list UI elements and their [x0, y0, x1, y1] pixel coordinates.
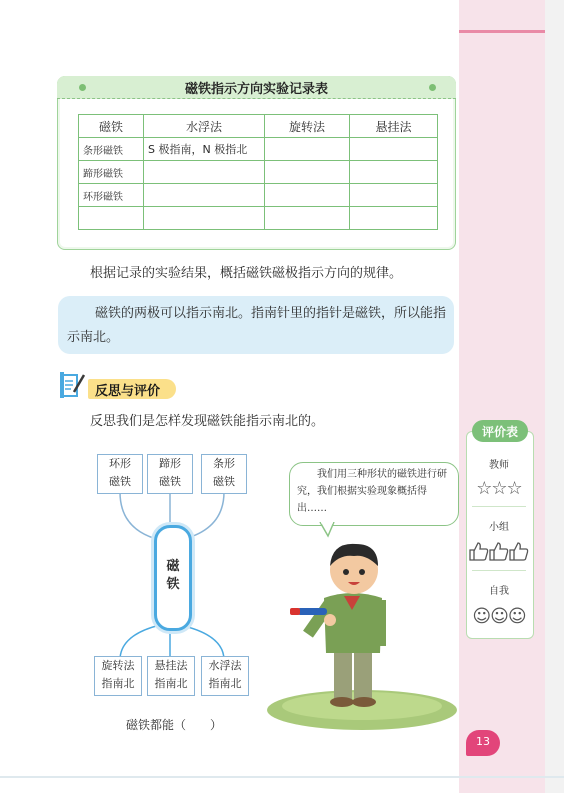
table-cell: 条形磁铁: [79, 138, 144, 161]
bottom-rule: [0, 776, 564, 778]
thumbs-up-icon[interactable]: [468, 540, 530, 562]
col-header-hang: 悬挂法: [350, 115, 438, 138]
page-number: 13: [476, 735, 490, 748]
student-illustration: [262, 538, 457, 730]
table-cell[interactable]: [265, 184, 350, 207]
mind-map-conclusion[interactable]: 磁铁都能（ ）: [126, 718, 223, 732]
mind-map-ring-magnet: 环形 磁铁: [97, 454, 143, 494]
notebook-pencil-icon: [60, 372, 86, 398]
table-cell: 环形磁铁: [79, 184, 144, 207]
table-cell[interactable]: [144, 161, 265, 184]
evaluation-title: 评价表: [481, 425, 518, 439]
table-cell[interactable]: [350, 184, 438, 207]
table-cell[interactable]: [144, 184, 265, 207]
eval-label-group: 小组: [489, 522, 509, 533]
record-table-header: [57, 76, 456, 99]
table-cell: S 极指南，N 极指北: [144, 138, 265, 161]
record-table-title: 磁铁指示方向实验记录表: [184, 82, 328, 97]
table-cell[interactable]: [350, 161, 438, 184]
eval-label-teacher: 教师: [489, 460, 509, 471]
table-row: [79, 138, 438, 161]
table-cell[interactable]: [350, 138, 438, 161]
instruction-text: 根据记录的实验结果，概括磁铁磁极指示方向的规律。: [90, 266, 403, 281]
header-dot-right: [429, 84, 436, 91]
record-table: [78, 114, 438, 230]
table-cell: 蹄形磁铁: [79, 161, 144, 184]
smiley-icon[interactable]: ☺☺☺: [472, 606, 526, 627]
mind-map-rotate-method: 旋转法 指南北: [94, 656, 142, 696]
summary-text: 磁铁的两极可以指示南北。指南针里的指针是磁铁，所以能指示南北。: [67, 306, 447, 345]
table-row: [79, 161, 438, 184]
table-cell[interactable]: [350, 207, 438, 230]
mind-map-hang-method: 悬挂法 指南北: [147, 656, 195, 696]
table-cell[interactable]: [265, 207, 350, 230]
page-edge: [545, 0, 564, 793]
table-row: [79, 184, 438, 207]
table-cell[interactable]: [79, 207, 144, 230]
reflection-question: 反思我们是怎样发现磁铁能指示南北的。: [90, 414, 325, 429]
reflection-heading: 反思与评价: [95, 384, 161, 399]
eval-divider: [472, 570, 526, 571]
mind-map-center: 磁 铁: [154, 525, 192, 631]
mind-map-horseshoe-magnet: 蹄形 磁铁: [147, 454, 193, 494]
mind-map-bar-magnet: 条形 磁铁: [201, 454, 247, 494]
col-header-magnet: 磁铁: [79, 115, 144, 138]
speech-bubble-text: 我们用三种形状的磁铁进行研究，我们根据实验现象概括得出……: [297, 469, 447, 514]
mind-map-water-method: 水浮法 指南北: [201, 656, 249, 696]
col-header-rotate: 旋转法: [265, 115, 350, 138]
speech-bubble-tail: [318, 522, 338, 538]
table-cell[interactable]: [144, 207, 265, 230]
col-header-water: 水浮法: [144, 115, 265, 138]
star-icon[interactable]: ☆☆☆: [476, 478, 522, 499]
eval-label-self: 自我: [489, 586, 509, 597]
table-cell[interactable]: [265, 138, 350, 161]
table-cell[interactable]: [265, 161, 350, 184]
eval-divider: [472, 506, 526, 507]
table-row: [79, 207, 438, 230]
